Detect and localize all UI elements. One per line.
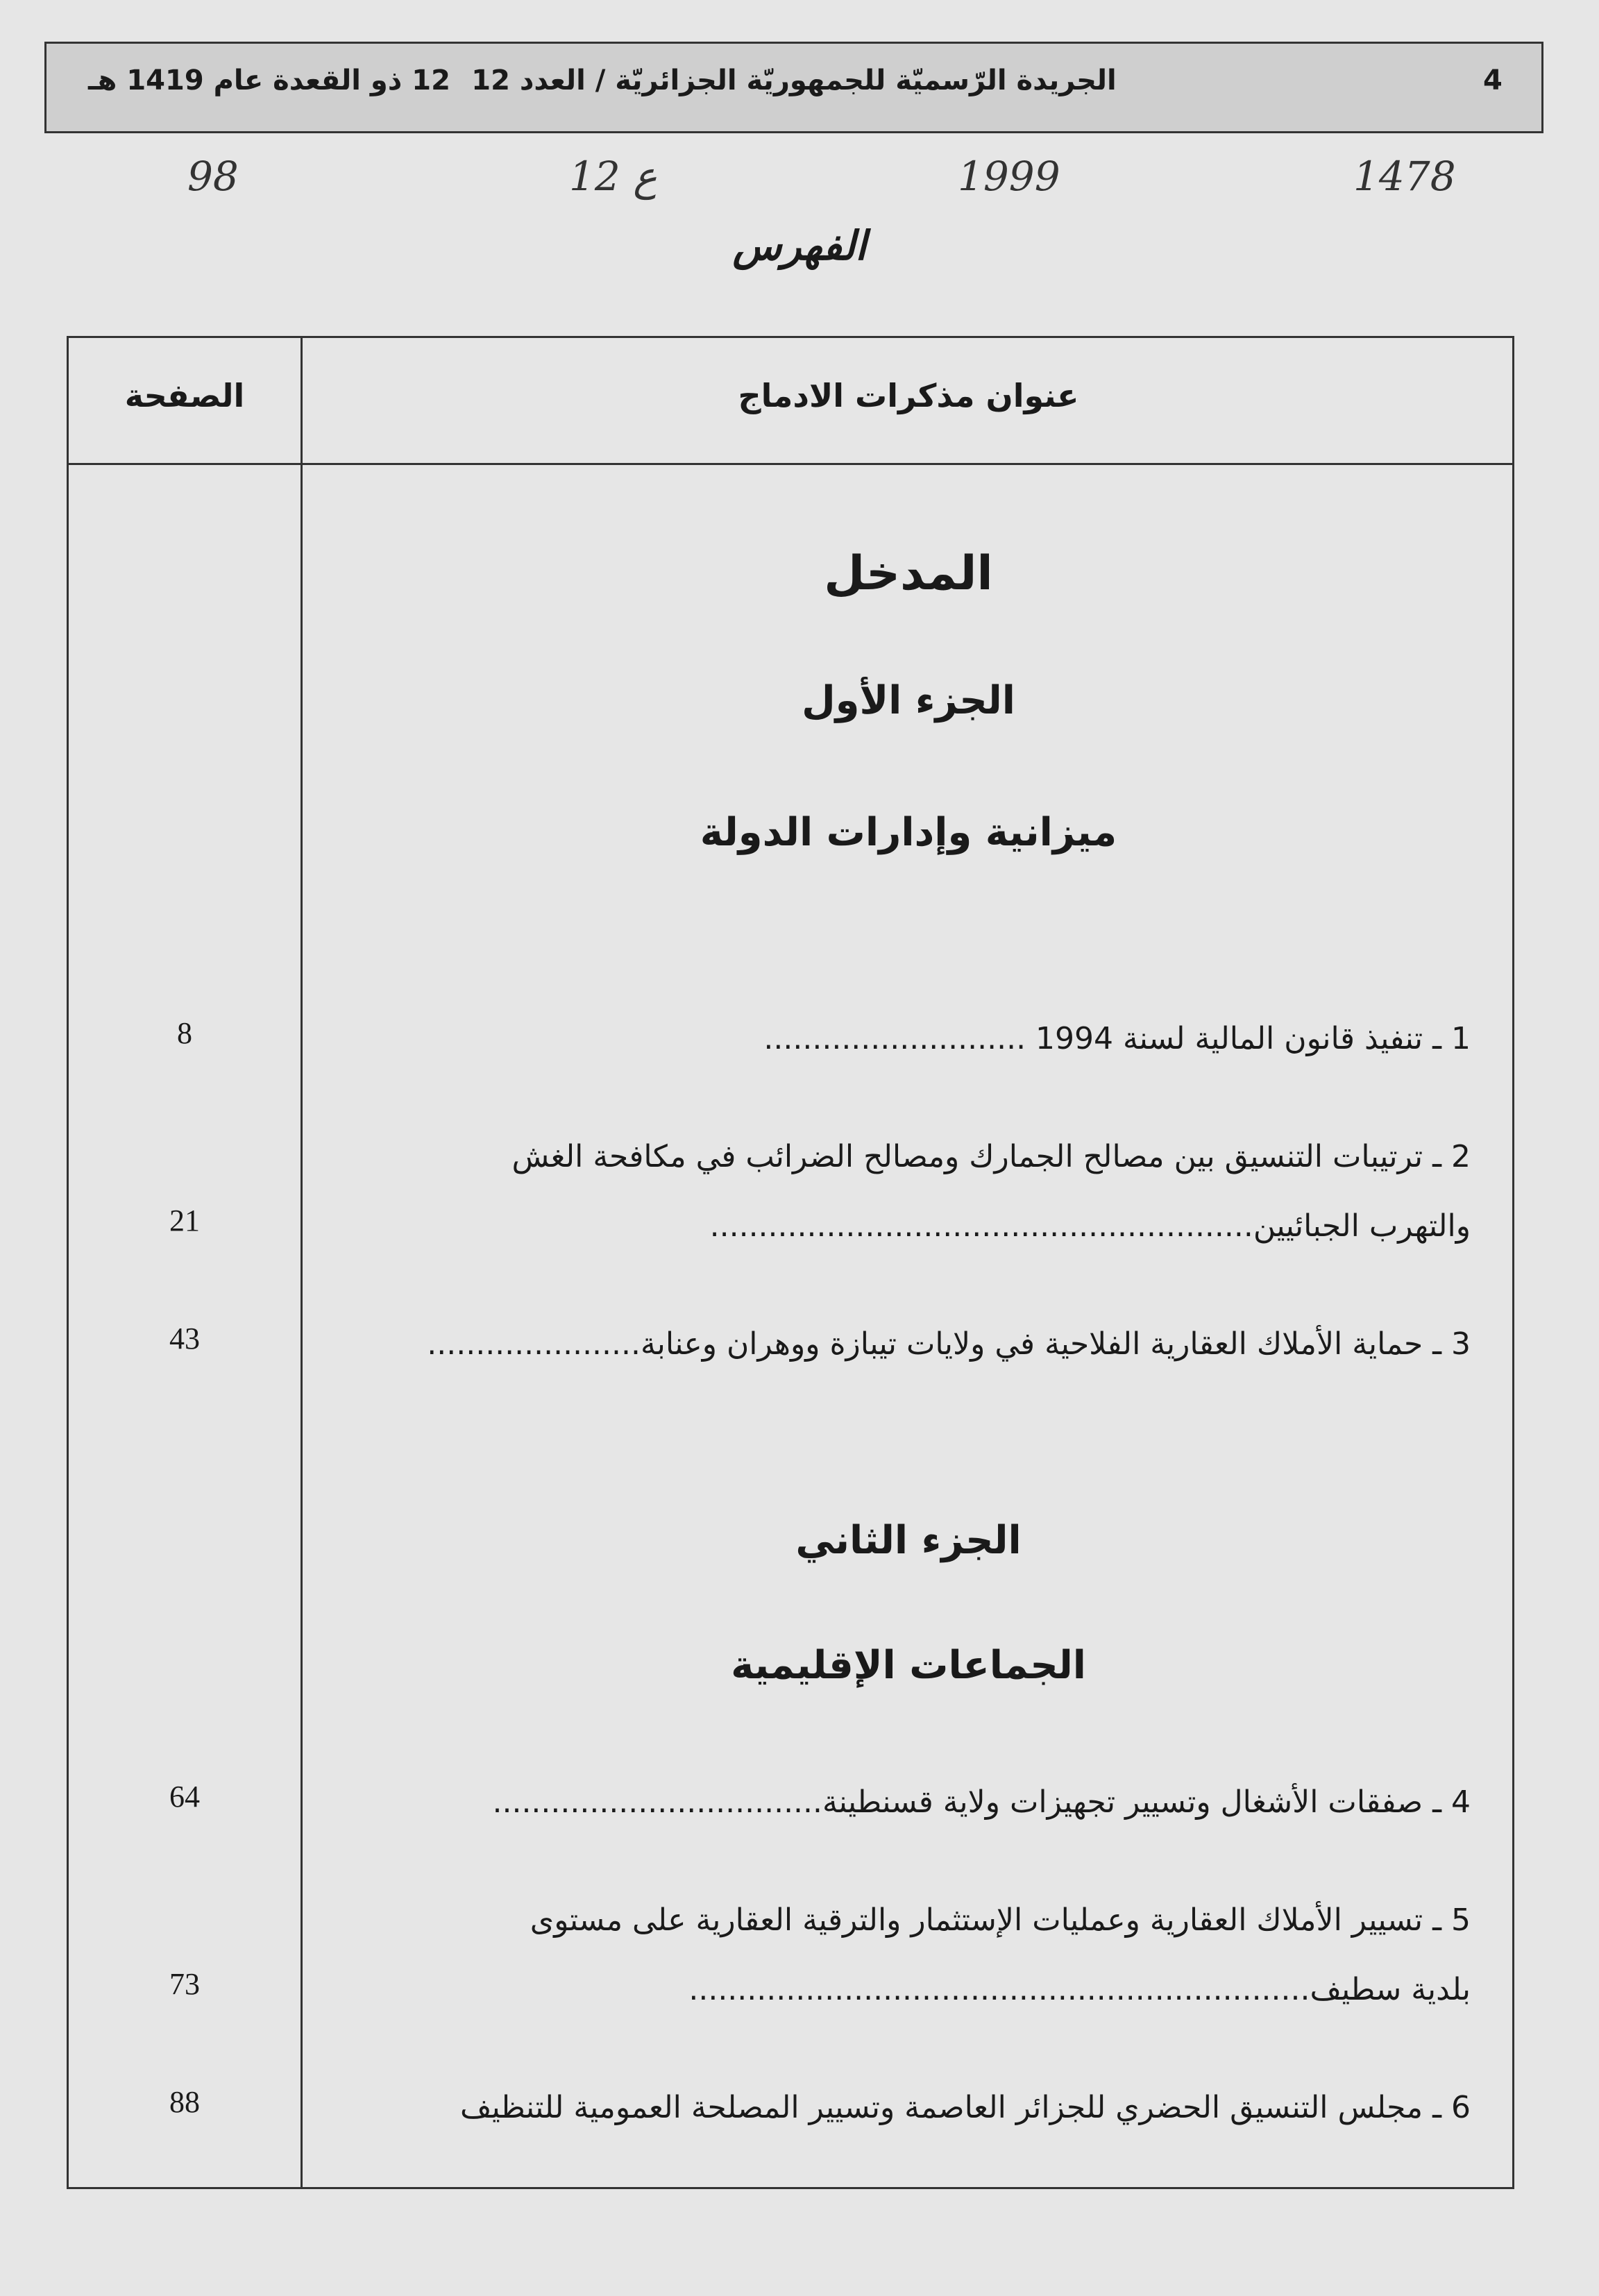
section-part-one-subtitle: ميزانية وإدارات الدولة xyxy=(700,810,1117,855)
entry-line: 5 ـ تسيير الأملاك العقارية وعمليات الإستثمار والترقية العقارية على مستوى xyxy=(530,1902,1471,1938)
entry-page: 21 xyxy=(169,1204,200,1238)
page-number: 4 xyxy=(1483,65,1503,96)
journal-title: الجريدة الرّسميّة للجمهوريّة الجزائريّة / العدد 12 xyxy=(471,65,1117,96)
entry-page: 43 xyxy=(169,1322,200,1356)
entry-1 xyxy=(332,1004,1471,1074)
page-header xyxy=(44,42,1543,133)
section-part-two-subtitle: الجماعات الإقليمية xyxy=(731,1643,1086,1688)
section-intro: المدخل xyxy=(824,546,993,601)
section-part-two: الجزء الثاني xyxy=(795,1518,1022,1563)
entry-page: 64 xyxy=(169,1780,200,1814)
column-header-page: الصفحة xyxy=(124,377,245,414)
entry-line: 2 ـ ترتيبات التنسيق بين مصالح الجمارك ومصالح الضرائب في مكافحة الغش xyxy=(511,1139,1471,1174)
handwritten-year: 1999 xyxy=(958,153,1060,200)
handwritten-ref: 1478 xyxy=(1353,153,1456,200)
section-part-one: الجزء الأول xyxy=(802,678,1015,723)
entry-5 xyxy=(332,1886,1471,2025)
issue-date: 12 ذو القعدة عام 1419 هـ xyxy=(88,65,450,96)
entry-page: 73 xyxy=(169,1967,200,2001)
handwritten-issue: ع 12 xyxy=(569,153,657,200)
contents-table xyxy=(67,336,1514,2189)
entry-page: 8 xyxy=(177,1016,192,1050)
header-divider xyxy=(69,463,1512,465)
entry-line: بلدية سطيف................................................................ xyxy=(688,1972,1471,2007)
entry-line: 3 ـ حماية الأملاك العقارية الفلاحية في ولايات تيبازة ووهران وعنابة...................... xyxy=(427,1326,1471,1362)
index-title: الفهرس xyxy=(732,222,867,269)
entry-line: 1 ـ تنفيذ قانون المالية لسنة 1994 ........................... xyxy=(763,1021,1471,1056)
column-header-title: عنوان مذكرات الادماج xyxy=(738,377,1079,414)
entry-3 xyxy=(332,1310,1471,1379)
entry-line: والتهرب الجبائيين........................................................ xyxy=(709,1208,1471,1244)
column-divider xyxy=(301,338,303,2187)
entry-line: 4 ـ صفقات الأشغال وتسيير تجهيزات ولاية قسنطينة.................................. xyxy=(492,1784,1471,1820)
entry-line: 6 ـ مجلس التنسيق الحضري للجزائر العاصمة وتسيير المصلحة العمومية للتنظيف xyxy=(459,2090,1471,2125)
entry-4 xyxy=(332,1768,1471,1837)
entry-6 xyxy=(332,2073,1471,2143)
entry-page: 88 xyxy=(169,2085,200,2119)
handwritten-code: 98 xyxy=(187,153,239,200)
entry-2 xyxy=(332,1122,1471,1261)
